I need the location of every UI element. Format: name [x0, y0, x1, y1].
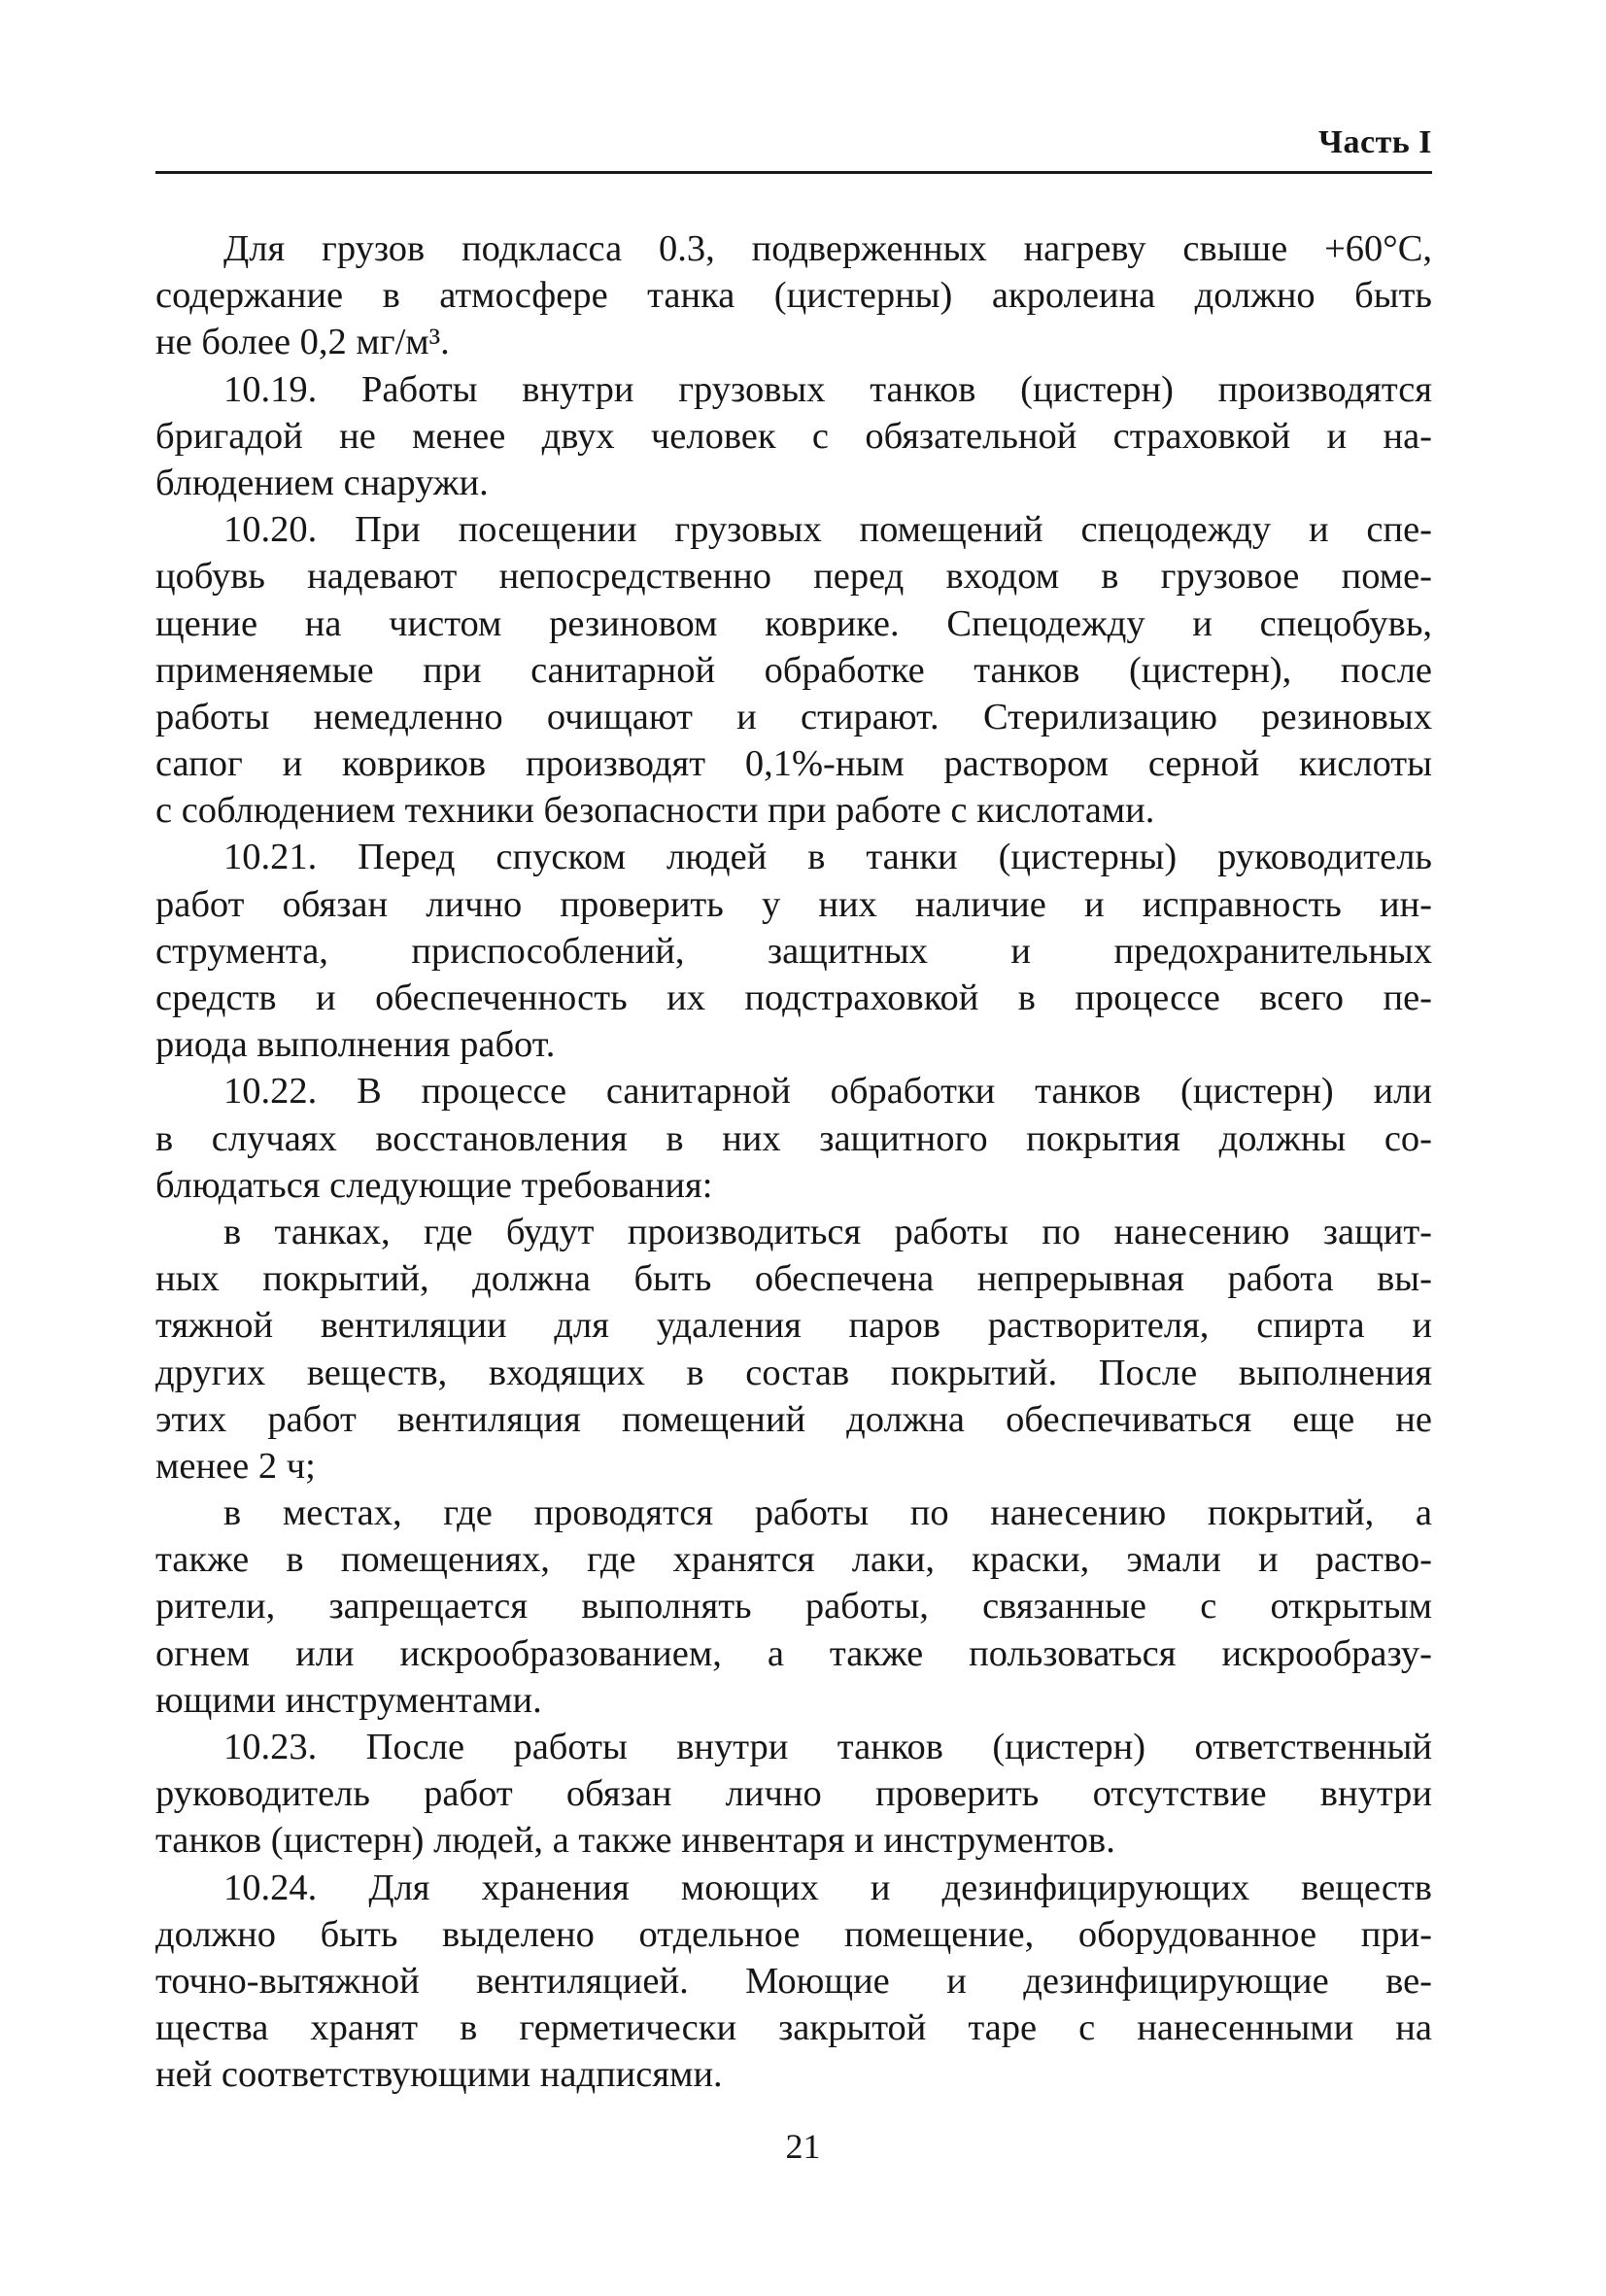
page-header	[155, 124, 1432, 173]
text-line: 10.20. При посещении грузовых помещений спецодежду и спе-	[223, 509, 1432, 551]
text-line: 10.22. В процессе санитарной обработки танков (цистерн) или	[223, 1071, 1432, 1113]
text-line: с соблюдением техники безопасности при работе с кислотами.	[155, 790, 1155, 832]
text-line: 10.24. Для хранения моющих и дезинфицирующих веществ	[223, 1867, 1432, 1908]
text-line: средств и обеспеченность их подстраховкой в процессе всего пе-	[155, 977, 1432, 1018]
paragraph-p9	[155, 1865, 1432, 2099]
paragraph-p2	[155, 366, 1432, 507]
text-line: в случаях восстановления в них защитного покрытия должны со-	[155, 1117, 1432, 1159]
text-line: других веществ, входящих в состав покрытий. После выполнения	[155, 1352, 1432, 1393]
text-line: сапог и ковриков производят 0,1%-ным раствором серной кислоты	[155, 743, 1432, 785]
text-line: 10.21. Перед спуском людей в танки (цистерны) руководитель	[223, 837, 1432, 878]
text-line: ющими инструментами.	[155, 1679, 542, 1721]
text-line: блюдением снаружи.	[155, 462, 489, 503]
text-line: должно быть выделено отдельное помещение, оборудованное при-	[155, 1913, 1432, 1955]
paragraph-p7	[155, 1490, 1432, 1724]
text-line: тяжной вентиляции для удаления паров растворителя, спирта и	[155, 1305, 1432, 1347]
document-body	[155, 225, 1432, 2099]
paragraph-p4	[155, 834, 1432, 1068]
text-line: также в помещениях, где хранятся лаки, краски, эмали и раство-	[155, 1539, 1432, 1581]
text-line: работы немедленно очищают и стирают. Стерилизацию резиновых	[155, 696, 1432, 737]
paragraph-p3	[155, 506, 1432, 834]
text-line: танков (цистерн) людей, а также инвентаря и инструментов.	[155, 1820, 1115, 1862]
paragraph-p5	[155, 1068, 1432, 1209]
header-divider	[155, 171, 1432, 174]
section-title: Часть I	[1318, 124, 1432, 160]
text-line: струмента, приспособлений, защитных и предохранительных	[155, 930, 1432, 972]
text-line: точно-вытяжной вентиляцией. Моющие и дезинфицирующие ве-	[155, 1960, 1432, 2002]
text-line: работ обязан лично проверить у них наличие и исправность ин-	[155, 883, 1432, 925]
text-line: руководитель работ обязан лично проверить отсутствие внутри	[155, 1773, 1432, 1815]
text-line: рители, запрещается выполнять работы, связанные с открытым	[155, 1586, 1432, 1628]
text-line: не более 0,2 мг/м³.	[155, 322, 450, 363]
paragraph-p1	[155, 225, 1432, 366]
text-line: щение на чистом резиновом коврике. Спецодежду и спецобувь,	[155, 602, 1432, 644]
text-line: применяемые при санитарной обработке танков (цистерн), после	[155, 649, 1432, 691]
text-line: менее 2 ч;	[155, 1445, 316, 1487]
text-line: содержание в атмосфере танка (цистерны) акролеина должно быть	[155, 275, 1432, 317]
text-line: этих работ вентиляция помещений должна обеспечиваться еще не	[155, 1398, 1432, 1440]
text-line: в танках, где будут производиться работы по нанесению защит-	[223, 1211, 1432, 1252]
text-line: огнем или искрообразованием, а также пользоваться искрообразу-	[155, 1632, 1432, 1674]
text-line: риода выполнения работ.	[155, 1024, 556, 1066]
text-line: цобувь надевают непосредственно перед входом в грузовое поме-	[155, 556, 1432, 598]
text-line: Для грузов подкласса 0.3, подверженных нагреву свыше +60°C,	[223, 228, 1432, 269]
text-line: в местах, где проводятся работы по нанесению покрытий, а	[223, 1492, 1432, 1534]
text-line: блюдаться следующие требования:	[155, 1164, 713, 1206]
text-line: ней соответствующими надписями.	[155, 2054, 723, 2096]
text-line: 10.23. После работы внутри танков (цистерн) ответственный	[223, 1727, 1432, 1767]
text-line: ных покрытий, должна быть обеспечена непрерывная работа вы-	[155, 1258, 1432, 1300]
paragraph-p6	[155, 1209, 1432, 1490]
paragraph-p8	[155, 1724, 1432, 1865]
page-number: 21	[785, 2127, 821, 2166]
text-line: бригадой не менее двух человек с обязательной страховкой и на-	[155, 415, 1432, 457]
text-line: щества хранят в герметически закрытой таре с нанесенными на	[155, 2007, 1432, 2049]
text-line: 10.19. Работы внутри грузовых танков (цистерн) производятся	[223, 368, 1432, 410]
